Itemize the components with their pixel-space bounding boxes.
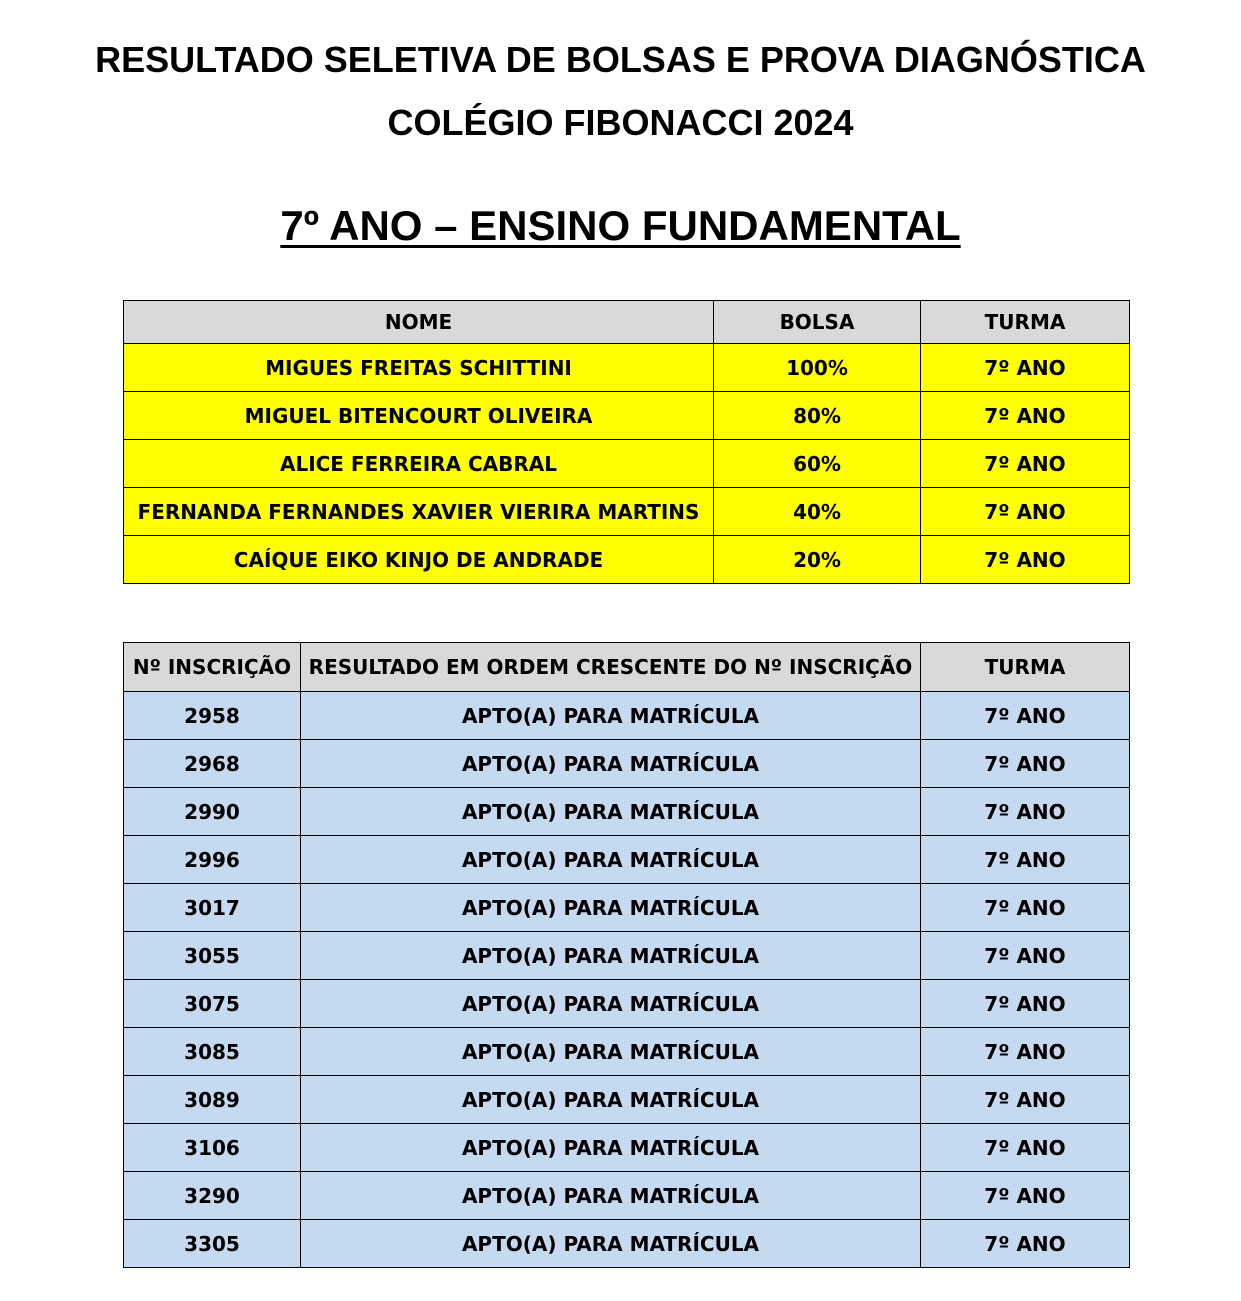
column-header-turma: TURMA [921,643,1130,692]
table-row [124,344,1130,392]
table-header-row [124,643,1130,692]
column-header-bolsa: BOLSA [714,301,921,344]
table-row [124,1028,1130,1076]
class-cell: 7º ANO [921,1076,1130,1124]
student-name-cell: CAÍQUE EIKO KINJO DE ANDRADE [124,536,714,584]
result-cell: APTO(A) PARA MATRÍCULA [301,1220,921,1268]
registration-number-cell: 3089 [124,1076,301,1124]
registration-number-cell: 3075 [124,980,301,1028]
student-name-cell: MIGUEL BITENCOURT OLIVEIRA [124,392,714,440]
result-cell: APTO(A) PARA MATRÍCULA [301,932,921,980]
table-row [124,440,1130,488]
table-row [124,1076,1130,1124]
class-cell: 7º ANO [921,788,1130,836]
class-cell: 7º ANO [921,932,1130,980]
table-row [124,884,1130,932]
scholarship-percent-cell: 100% [714,344,921,392]
class-cell: 7º ANO [921,392,1130,440]
class-cell: 7º ANO [921,692,1130,740]
class-cell: 7º ANO [921,1124,1130,1172]
table-row [124,788,1130,836]
result-cell: APTO(A) PARA MATRÍCULA [301,740,921,788]
registration-number-cell: 2990 [124,788,301,836]
class-cell: 7º ANO [921,344,1130,392]
class-cell: 7º ANO [921,536,1130,584]
table-row [124,392,1130,440]
table-header-row [124,301,1130,344]
registration-number-cell: 3085 [124,1028,301,1076]
class-cell: 7º ANO [921,1220,1130,1268]
scholarship-percent-cell: 40% [714,488,921,536]
table-row [124,536,1130,584]
result-cell: APTO(A) PARA MATRÍCULA [301,1172,921,1220]
section-title-text: 7º ANO – ENSINO FUNDAMENTAL [280,202,961,249]
class-cell: 7º ANO [921,836,1130,884]
student-name-cell: MIGUES FREITAS SCHITTINI [124,344,714,392]
scholarship-percent-cell: 80% [714,392,921,440]
scholarship-percent-cell: 20% [714,536,921,584]
result-cell: APTO(A) PARA MATRÍCULA [301,980,921,1028]
table-row [124,488,1130,536]
column-header-nome: NOME [124,301,714,344]
table-row [124,1172,1130,1220]
registration-number-cell: 3106 [124,1124,301,1172]
results-table [123,642,1130,1268]
result-cell: APTO(A) PARA MATRÍCULA [301,1076,921,1124]
result-cell: APTO(A) PARA MATRÍCULA [301,1028,921,1076]
column-header-inscricao: Nº INSCRIÇÃO [124,643,301,692]
class-cell: 7º ANO [921,884,1130,932]
scholarship-table [123,300,1130,584]
result-cell: APTO(A) PARA MATRÍCULA [301,884,921,932]
registration-number-cell: 2958 [124,692,301,740]
class-cell: 7º ANO [921,1172,1130,1220]
registration-number-cell: 2968 [124,740,301,788]
registration-number-cell: 2996 [124,836,301,884]
result-cell: APTO(A) PARA MATRÍCULA [301,1124,921,1172]
registration-number-cell: 3290 [124,1172,301,1220]
result-cell: APTO(A) PARA MATRÍCULA [301,692,921,740]
table-row [124,836,1130,884]
school-name-title: COLÉGIO FIBONACCI 2024 [387,102,854,143]
class-cell: 7º ANO [921,488,1130,536]
column-header-turma: TURMA [921,301,1130,344]
section-title [0,202,1241,250]
class-cell: 7º ANO [921,440,1130,488]
table-row [124,1220,1130,1268]
table-row [124,740,1130,788]
class-cell: 7º ANO [921,740,1130,788]
table-row [124,980,1130,1028]
table-row [124,1124,1130,1172]
scholarship-percent-cell: 60% [714,440,921,488]
column-header-resultado: RESULTADO EM ORDEM CRESCENTE DO Nº INSCRIÇÃO [301,643,921,692]
document-title: RESULTADO SELETIVA DE BOLSAS E PROVA DIAGNÓSTICA [95,39,1146,80]
class-cell: 7º ANO [921,1028,1130,1076]
class-cell: 7º ANO [921,980,1130,1028]
table-row [124,692,1130,740]
table-row [124,932,1130,980]
result-cell: APTO(A) PARA MATRÍCULA [301,788,921,836]
registration-number-cell: 3305 [124,1220,301,1268]
student-name-cell: FERNANDA FERNANDES XAVIER VIERIRA MARTINS [124,488,714,536]
registration-number-cell: 3017 [124,884,301,932]
result-cell: APTO(A) PARA MATRÍCULA [301,836,921,884]
student-name-cell: ALICE FERREIRA CABRAL [124,440,714,488]
registration-number-cell: 3055 [124,932,301,980]
